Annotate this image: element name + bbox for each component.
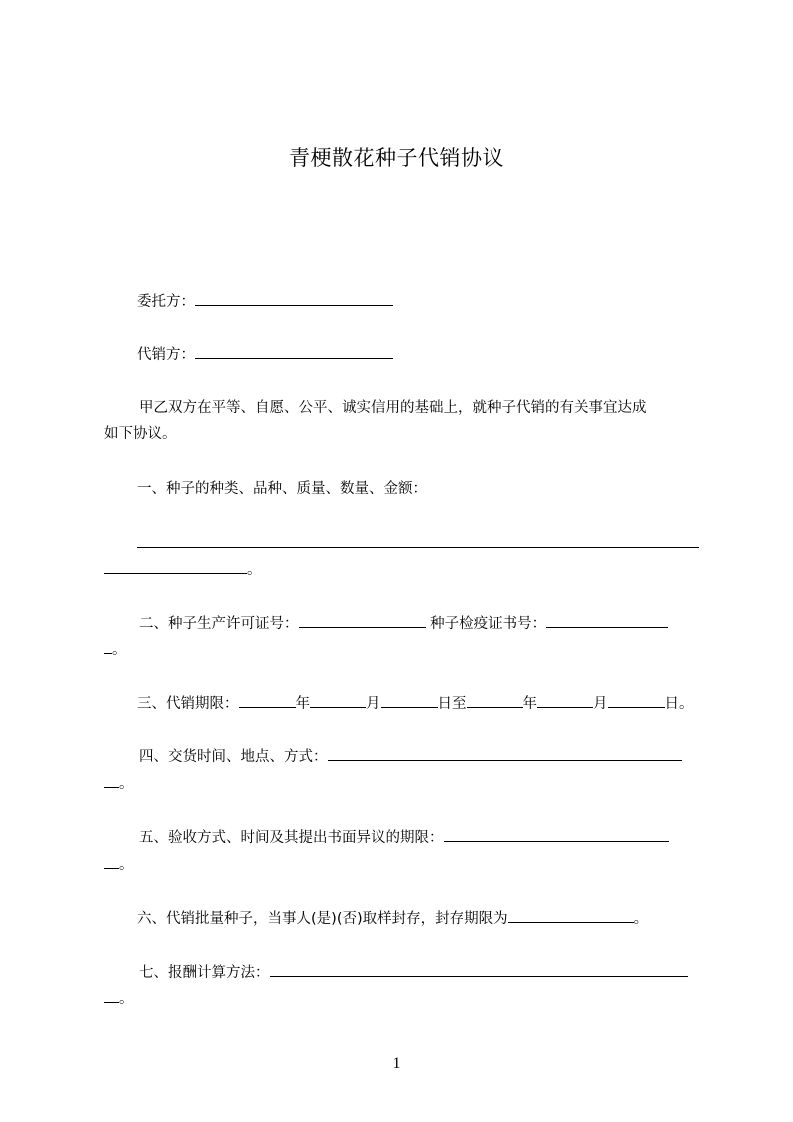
clause-1-blank-line: [137, 534, 699, 552]
start-day-blank[interactable]: [381, 694, 438, 708]
month-label: 月: [366, 696, 381, 712]
clause-6-line: [137, 909, 648, 927]
clause-7-line: [139, 963, 688, 981]
remuneration-blank[interactable]: [270, 963, 688, 977]
end-month-blank[interactable]: [537, 694, 593, 708]
clause-2-mid-label: 种子检疫证书号：: [430, 616, 547, 632]
clause-2-line-2: [104, 640, 127, 658]
end-day-blank[interactable]: [608, 694, 665, 708]
clause-6-end: 。: [633, 911, 649, 927]
party-b-line: [137, 345, 393, 363]
clause-2-blank-tail[interactable]: [104, 640, 112, 654]
month-label-2: 月: [593, 696, 608, 712]
clause-4-label: 四、交货时间、地点、方式：: [139, 749, 328, 765]
clause-3-line: [137, 694, 694, 712]
clause-5-end: 。: [119, 857, 134, 873]
clause-4-end: 。: [119, 776, 134, 792]
party-a-blank[interactable]: [195, 292, 393, 306]
clause-4-line-2: [104, 774, 134, 792]
party-b-label: 代销方：: [137, 347, 195, 363]
acceptance-blank-tail[interactable]: [104, 855, 119, 869]
document-title: 青梗散花种子代销协议: [289, 146, 504, 170]
clause-1-heading: 一、种子的种类、品种、质量、数量、金额：: [137, 481, 427, 497]
delivery-blank[interactable]: [328, 747, 682, 761]
clause-4-line: [139, 747, 682, 765]
clause-6-label: 六、代销批量种子，当事人(是)(否)取样封存，封存期限为: [137, 911, 508, 927]
clause-5-line-2: [104, 855, 134, 873]
clause-5-line: [139, 828, 669, 846]
clause-7-line-2: [104, 989, 134, 1007]
clause-1-blank-b[interactable]: [104, 560, 247, 574]
remuneration-blank-tail[interactable]: [104, 989, 119, 1003]
day-end-label: 日。: [664, 696, 694, 712]
delivery-blank-tail[interactable]: [104, 774, 119, 788]
day-to-label: 日至: [437, 696, 467, 712]
clause-7-label: 七、报酬计算方法：: [139, 965, 270, 981]
year-label-2: 年: [522, 696, 537, 712]
year-label: 年: [295, 696, 310, 712]
end-year-blank[interactable]: [467, 694, 523, 708]
party-a-line: [137, 292, 393, 310]
quarantine-number-blank[interactable]: [546, 614, 668, 628]
intro-line-2: 如下协议。: [104, 426, 177, 442]
acceptance-blank[interactable]: [444, 828, 669, 842]
clause-1-blank-line-2: [104, 560, 262, 578]
clause-1-end: 。: [247, 562, 262, 578]
clause-1-blank-a[interactable]: [137, 534, 699, 548]
sealing-period-blank[interactable]: [508, 909, 634, 923]
clause-3-label: 三、代销期限：: [137, 696, 239, 712]
license-number-blank[interactable]: [299, 614, 426, 628]
clause-2-end: 。: [112, 642, 127, 658]
party-b-blank[interactable]: [195, 345, 393, 359]
start-month-blank[interactable]: [310, 694, 366, 708]
party-a-label: 委托方：: [137, 294, 195, 310]
clause-2-line: [139, 614, 668, 632]
clause-5-label: 五、验收方式、时间及其提出书面异议的期限：: [139, 830, 444, 846]
start-year-blank[interactable]: [239, 694, 296, 708]
page-number: 1: [392, 1055, 401, 1072]
intro-line-1: 甲乙双方在平等、自愿、公平、诚实信用的基础上，就种子代销的有关事宜达成: [139, 400, 647, 416]
clause-2-label: 二、种子生产许可证号：: [139, 616, 299, 632]
clause-7-end: 。: [119, 991, 134, 1007]
